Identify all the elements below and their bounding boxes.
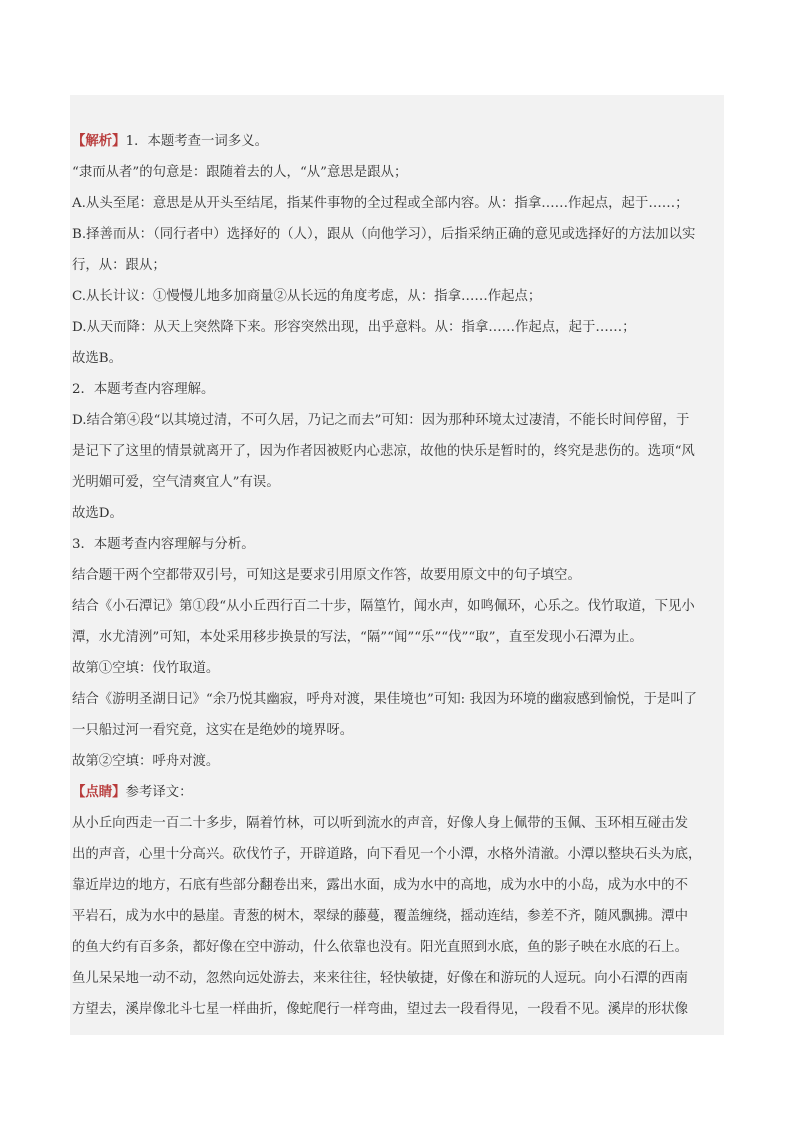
analysis-line-13: 故选D。 [72,506,123,521]
comment-line-7: 鱼儿呆呆地一动不动，忽然向远处游去，来来往往，轻快敏捷，好像在和游玩的人逗玩。向小石潭的西南 [72,971,688,986]
analysis-line-12: 光明媚可爱，空气清爽宜人”有误。 [72,475,280,490]
analysis-line-10: D.结合第④段“以其境过清，不可久居，乃记之而去”可知：因为那种环境太过凄清，不能长时间停留，于 [72,413,690,428]
analysis-line-4: B.择善而从：（同行者中）选择好的（人），跟从（向他学习），后指采纳正确的意见或选择好的方法加以实 [72,227,696,242]
analysis-line-11: 是记下了这里的情景就离开了，因为作者因被贬内心悲凉，故他的快乐是暂时的，终究是悲伤的。选项“风 [72,444,695,459]
analysis-line-8: 故选B。 [72,351,123,366]
analysis-line-1: 【解析】1．本题考查一词多义。 [72,133,268,149]
analysis-line-2: “隶而从者”的句意是：跟随着去的人，“从”意思是跟从； [72,165,408,180]
analysis-line-9: 2．本题考查内容理解。 [72,382,215,397]
comment-line-5: 平岩石，成为水中的悬崖。青葱的树木，翠绿的藤蔓，覆盖缠绕，摇动连结，参差不齐，随风飘拂。潭中 [72,909,688,924]
analysis-tag: 【解析】 [72,133,126,149]
analysis-line-3: A.从头至尾：意思是从开头至结尾，指某件事物的全过程或全部内容。从：指拿……作起点，起于……； [72,196,689,211]
analysis-line-18: 故第①空填：伐竹取道。 [72,661,220,676]
comment-line-4: 靠近岸边的地方，石底有些部分翻卷出来，露出水面，成为水中的高地，成为水中的小岛，成为水中的不 [72,878,688,893]
analysis-line-14: 3．本题考查内容理解与分析。 [72,537,255,552]
comment-line-2: 从小丘向西走一百二十多步，隔着竹林，可以听到流水的声音，好像人身上佩带的玉佩、玉环相互碰击发 [72,816,688,831]
comment-line-3: 出的声音，心里十分高兴。砍伐竹子，开辟道路，向下看见一个小潭，水格外清澈。小潭以整块石头为底， [72,847,702,862]
analysis-line-5: 行，从：跟从； [72,258,166,273]
analysis-line-16: 结合《小石潭记》第①段“从小丘西行百二十步，隔篁竹，闻水声，如鸣佩环，心乐之。伐竹取道，下见小 [72,599,695,614]
comment-tag: 【点睛】 [72,784,126,800]
analysis-line-20: 一只船过河一看究竟，这实在是绝妙的境界呀。 [72,723,354,738]
analysis-line-6: C.从长计议：①慢慢儿地多加商量②从长远的角度考虑，从：指拿……作起点； [72,289,542,304]
analysis-line-21: 故第②空填：呼舟对渡。 [72,754,220,769]
analysis-line-15: 结合题干两个空都带双引号，可知这是要求引用原文作答，故要用原文中的句子填空。 [72,568,581,583]
analysis-line-17: 潭，水尤清洌”可知，本处采用移步换景的写法，“隔”“闻”“乐”“伐”“取”，直至发现小石潭为止。 [72,630,643,645]
analysis-line-7: D.从天而降：从天上突然降下来。形容突然出现，出乎意料。从：指拿……作起点，起于……； [72,320,636,335]
answer-content [72,126,724,1025]
comment-line-6: 的鱼大约有百多条，都好像在空中游动，什么依靠也没有。阳光直照到水底，鱼的影子映在水底的石上。 [72,940,688,955]
comment-line-8: 方望去，溪岸像北斗七星一样曲折，像蛇爬行一样弯曲，望过去一段看得见，一段看不见。溪岸的形状像 [72,1002,688,1017]
comment-line-1: 【点睛】参考译文： [72,784,193,800]
analysis-line-19: 结合《游明圣湖日记》“余乃悦其幽寂，呼舟对渡，果佳境也”可知: 我因为环境的幽寂感到愉悦，于是叫了 [72,692,698,707]
